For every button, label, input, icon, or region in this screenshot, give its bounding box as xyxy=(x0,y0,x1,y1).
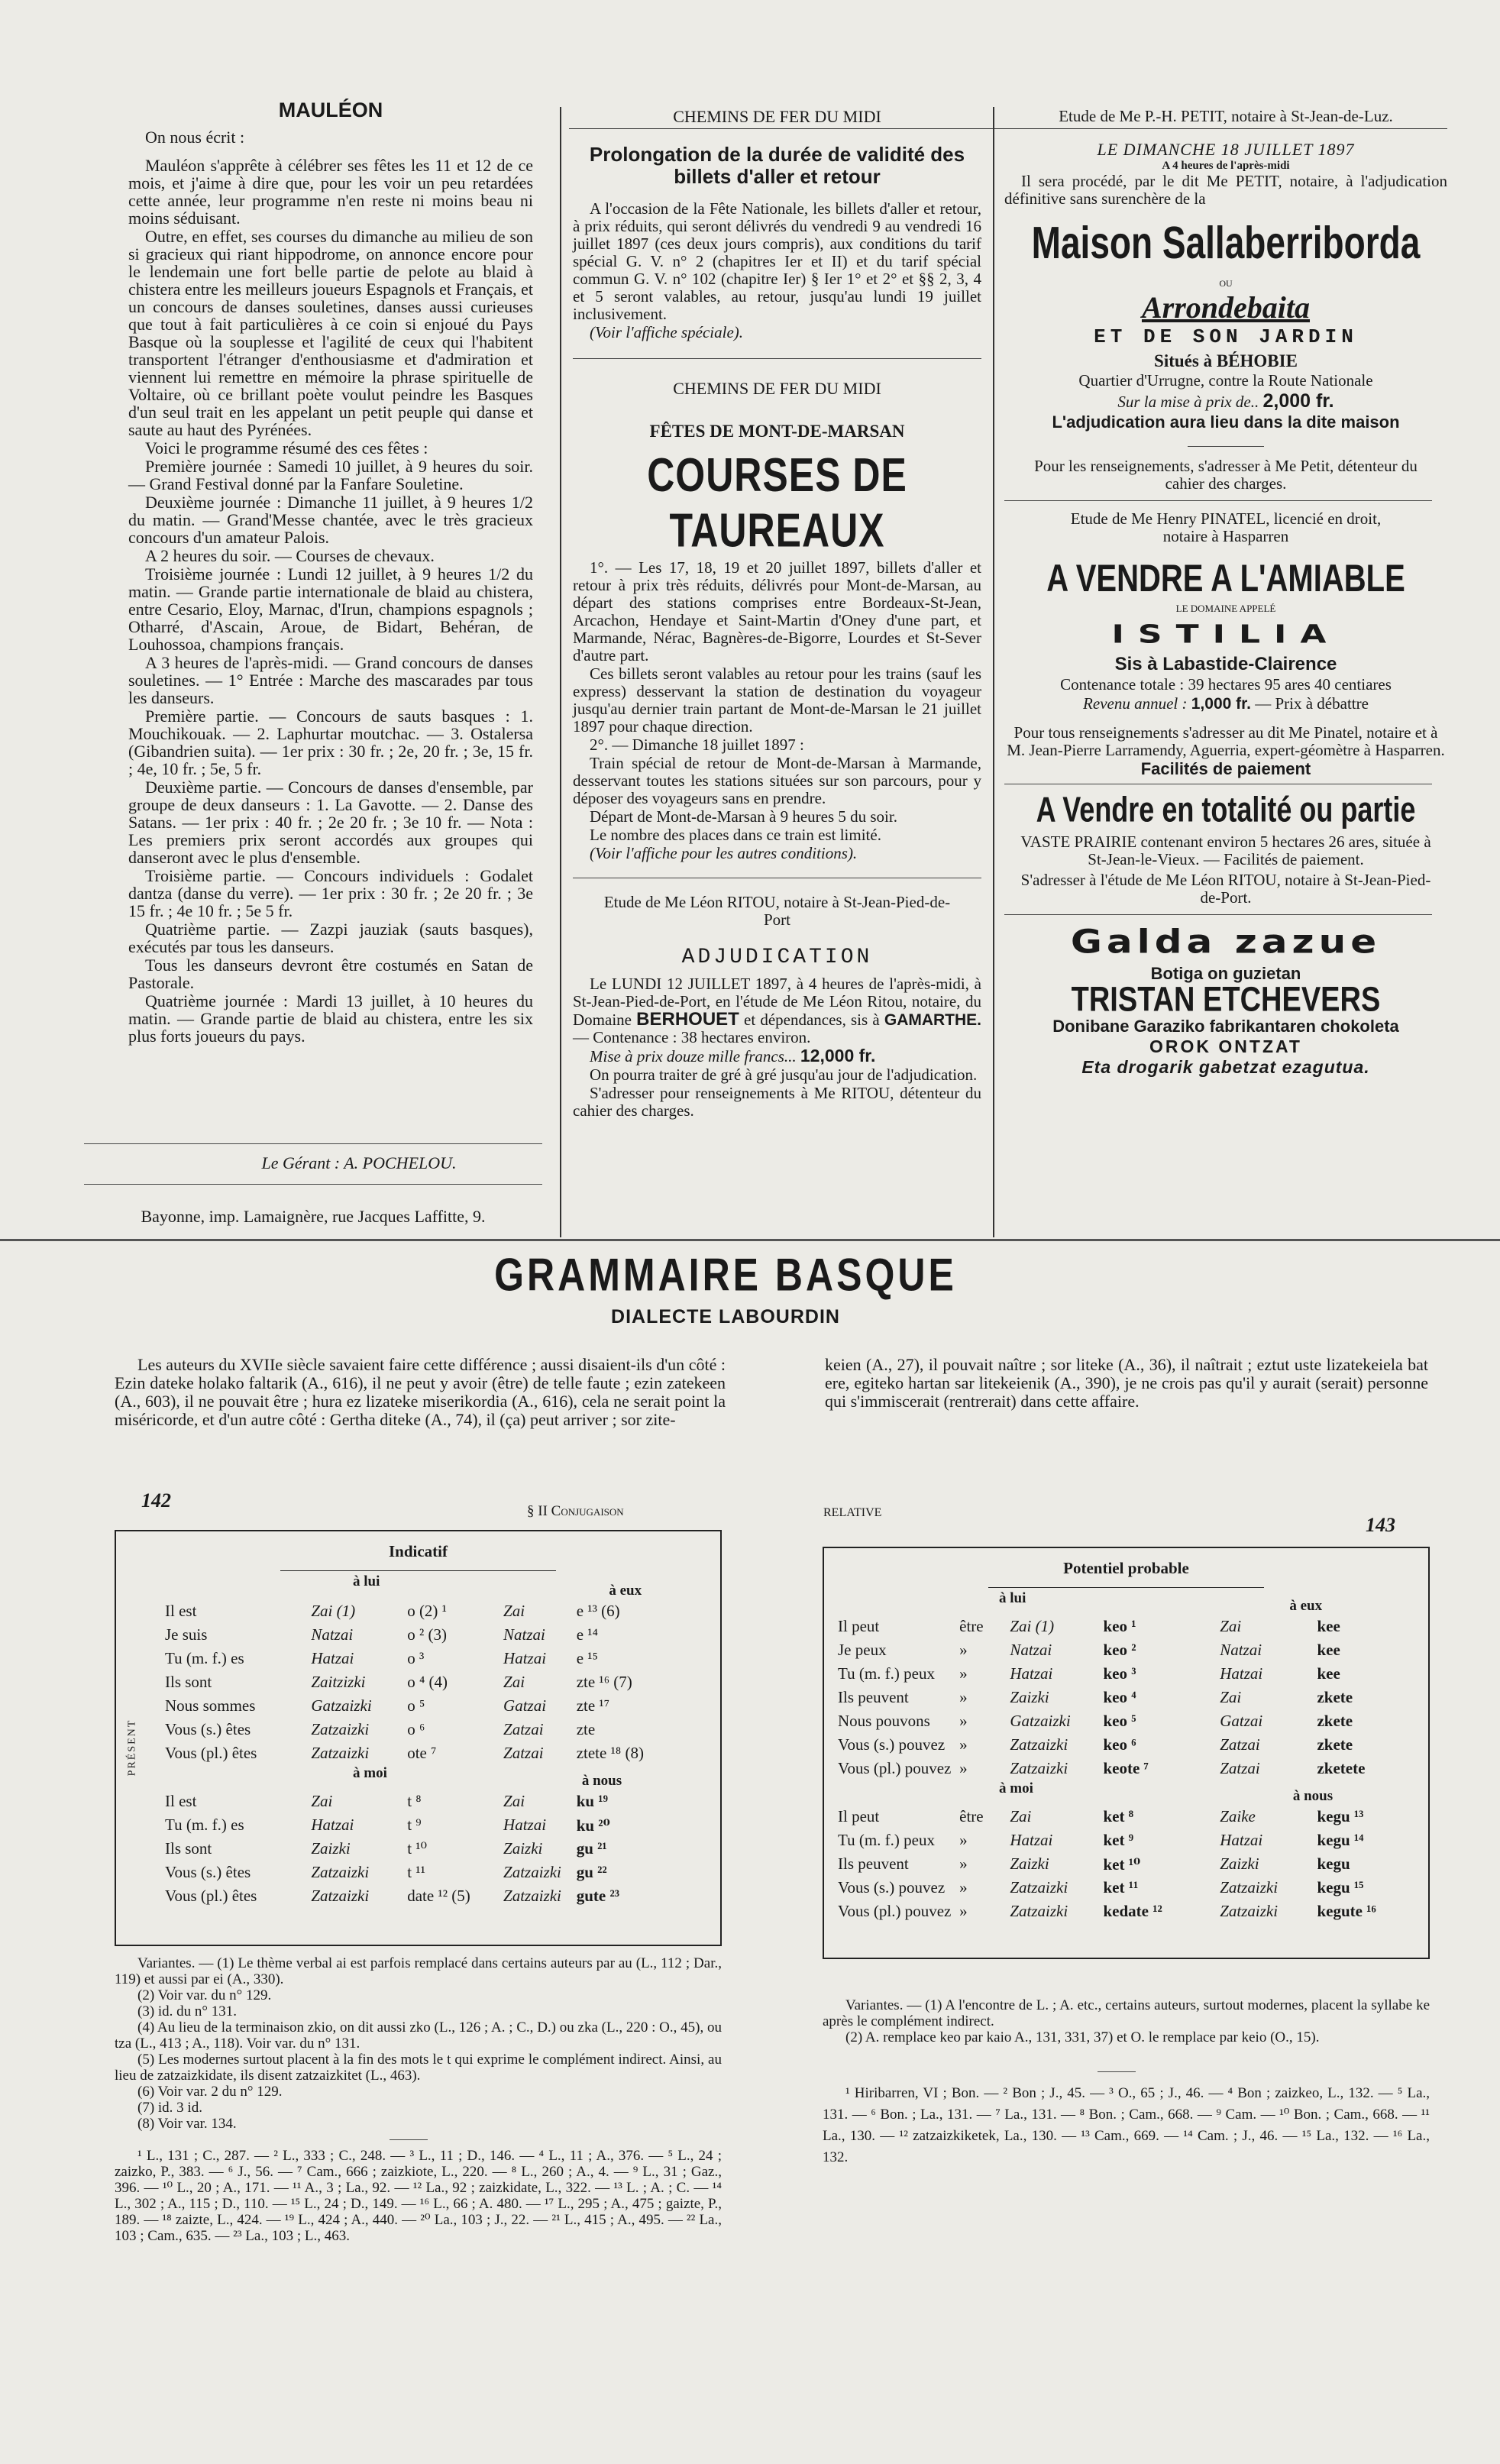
table-cell: » xyxy=(959,1641,968,1659)
midi2-p3: 2°. — Dimanche 18 juillet 1897 : xyxy=(590,736,804,754)
var-left-3: (4) Au lieu de la terminaison zkio, on dit aussi zko (L., 126 ; A. ; C., D.) ou zka (L., 220 : O., 45), ou tza (L., 413 ; A., 118). Voir var. du n° 131. xyxy=(115,2019,722,2052)
table-cell: » xyxy=(959,1712,968,1730)
table-cell: Vous (s.) pouvez xyxy=(838,1735,946,1754)
var-left-0: Variantes. — (1) Le thème verbal ai est parfois remplacé dans certains auteurs par au (L., 112 ; Dar., 119) et aussi par ei (A., 330). xyxy=(115,1955,722,1987)
mauleon-p6: A 2 heures du soir. — Courses de chevaux. xyxy=(145,546,435,565)
mauleon-title: MAULÉON xyxy=(278,99,383,121)
gerant: Le Gérant : A. POCHELOU. xyxy=(261,1153,457,1172)
midi1-header: CHEMINS DE FER DU MIDI xyxy=(673,107,881,126)
table-cell: Natzai xyxy=(311,1625,354,1644)
galda-l4: OROK ONTZAT xyxy=(1149,1036,1302,1056)
grammaire-subtitle: DIALECTE LABOURDIN xyxy=(611,1306,840,1327)
table-cell: ku ²⁰ xyxy=(576,1816,610,1835)
table-cell: Ils peuvent xyxy=(838,1854,909,1873)
midi2-header: CHEMINS DE FER DU MIDI xyxy=(673,379,881,398)
table-cell: Ils sont xyxy=(165,1839,212,1858)
table-cell: keote ⁷ xyxy=(1103,1759,1149,1777)
pinatel-renseign: Pour tous renseignements s'adresser au dit Me Pinatel, notaire et à M. Jean-Pierre Larramendy, Aguerria, expert-géomètre à Hasparren. xyxy=(1007,723,1445,759)
table-cell: kegu ¹⁴ xyxy=(1317,1831,1364,1849)
mauleon-p10: Deuxième partie. — Concours de danses d'ensemble, par groupe de deux danseurs : 1. La Gavotte. — 2. Danse des Satans. — 1er prix : 40 fr. ; 2e 20 fr. ; 3e 10 fr. — Nota : Les premiers prix seront accordés aux groupes qui danseront avec le plus d'ensemble. xyxy=(128,778,533,867)
table-cell: Zaitzizki xyxy=(311,1673,366,1691)
table-cell: Zatzaizki xyxy=(503,1887,561,1905)
table-cell: Zatzaizki xyxy=(311,1744,370,1762)
refs-left: ¹ L., 131 ; C., 287. — ² L., 333 ; C., 248. — ³ L., 11 ; D., 146. — ⁴ L., 11 ; A., 376. — ⁵ L., 24 ; zaizko, P., 383. — ⁶ J., 56. — ⁷ Cam., 666 ; zaizkiote, L., 220. — ⁸ L., 260 ; A., 4. — ⁹ L., 31 ; Gaz., 396. — ¹⁰ L., 20 ; A., 171. — ¹¹ A., 3 ; La., 92. — ¹² La., 92 ; zaizkidate, L., 322. — ¹³ L. ; A. ; C. — ¹⁴ L., 302 ; A., 115 ; D., 110. — ¹⁵ L., 24 ; D., 149. — ¹⁶ L., 66 ; A. 480. — ¹⁷ L., 295 ; A., 475 ; gaizte, P., 189. — ¹⁸ zaizte, L., 424. — ¹⁹ L., 424 ; A., 440. — ²⁰ La., 103 ; J., 22. — ²¹ L., 415 ; A., 495. — ²² La., 103 ; Cam., 635. — ²³ La., 103 ; L., 463. xyxy=(115,2148,722,2244)
var-left-2: (3) id. du n° 131. xyxy=(137,2003,238,2019)
table-cell: Natzai xyxy=(1220,1641,1262,1659)
table-cell: ket ¹⁰ xyxy=(1103,1854,1141,1874)
var-left-6: (7) id. 3 id. xyxy=(137,2100,202,2116)
table-cell: Zai (1) xyxy=(311,1602,356,1620)
table-cell: zkete xyxy=(1317,1688,1353,1706)
table-cell: Zatzaizki xyxy=(1220,1902,1279,1920)
table-cell: Zatzaizki xyxy=(1010,1878,1068,1897)
pinatel-nom: ISTILIA xyxy=(1111,619,1340,649)
section-label: § II Conjugaison xyxy=(527,1503,624,1519)
galda-l2: TRISTAN ETCHEVERS xyxy=(1071,980,1381,1020)
mauleon-p8: A 3 heures de l'après-midi. — Grand concours de danses souletines. — 1° Entrée : Marche des mascarades par tous les danseurs. xyxy=(128,653,533,707)
pinatel-revenu-label: Revenu annuel : xyxy=(1083,694,1188,713)
column-rule-2 xyxy=(993,107,994,1237)
table-cell: o ⁶ xyxy=(407,1720,425,1738)
table-cell: Zai (1) xyxy=(1010,1617,1055,1635)
table-cell: ku ¹⁹ xyxy=(576,1792,608,1810)
table-row xyxy=(835,1615,1423,1638)
table-row xyxy=(162,1741,712,1765)
table-cell: Zatzai xyxy=(503,1744,544,1762)
present-side-label: PRÉSENT xyxy=(126,1719,138,1777)
var-left-5: (6) Voir var. 2 du n° 129. xyxy=(137,2084,283,2100)
table-cell: Gatzaizki xyxy=(311,1696,372,1715)
galda-l1: Botiga on guzietan xyxy=(1150,964,1301,983)
table-cell: ztete ¹⁸ (8) xyxy=(576,1744,644,1762)
table-cell: t ⁹ xyxy=(407,1816,422,1834)
table-cell: Il peut xyxy=(838,1617,880,1635)
indicatif-table xyxy=(115,1530,722,1946)
page-number-left: 142 xyxy=(141,1489,171,1512)
table-cell: Vous (pl.) êtes xyxy=(165,1744,257,1762)
prairie-addr: S'adresser à l'étude de Me Léon RITOU, notaire à St-Jean-Pied-de-Port. xyxy=(1020,871,1431,907)
var-left-1: (2) Voir var. du n° 129. xyxy=(137,1987,272,2003)
petit-date: LE DIMANCHE 18 JUILLET 1897 xyxy=(1097,140,1355,159)
table-cell: keo ² xyxy=(1103,1641,1136,1659)
table-cell: o ³ xyxy=(407,1649,425,1667)
table-cell: Zai xyxy=(503,1673,525,1691)
mauleon-p4: Première journée : Samedi 10 juillet, à 9 heures du soir. — Grand Festival donné par la Fanfare Souletine. xyxy=(128,457,533,493)
table-cell: » xyxy=(959,1688,968,1706)
table-cell: Hatzai xyxy=(1010,1664,1053,1683)
ritou-title: ADJUDICATION xyxy=(681,946,873,969)
table-cell: keo ³ xyxy=(1103,1664,1136,1683)
table-cell: Vous (s.) pouvez xyxy=(838,1878,946,1897)
table-cell: Zatzaizki xyxy=(1220,1878,1279,1897)
table-cell: ket ¹¹ xyxy=(1103,1878,1139,1897)
midi-column xyxy=(573,107,981,1120)
table-cell: Ils sont xyxy=(165,1673,212,1691)
prairie-body: VASTE PRAIRIE contenant environ 5 hectares 26 ares, située à St-Jean-le-Vieux. — Facilités de paiement. xyxy=(1020,833,1431,868)
table-row xyxy=(835,1900,1423,1923)
petit-arron: Arrondebaita xyxy=(1141,290,1311,325)
ritou-body: Le LUNDI 12 JUILLET 1897, à 4 heures de l'après-midi, à St-Jean-Pied-de-Port, en l'étude de Me Léon Ritou, notaire, du Domaine xyxy=(573,975,981,1029)
table-cell: t ¹⁰ xyxy=(407,1839,427,1858)
table-cell: Hatzai xyxy=(503,1649,547,1667)
variantes-left xyxy=(115,1955,722,2244)
table-cell: Natzai xyxy=(1010,1641,1052,1659)
table-cell: » xyxy=(959,1878,968,1897)
table-cell: zte ¹⁷ xyxy=(576,1696,610,1715)
pinatel-etude: Etude de Me Henry PINATEL, licencié en droit, notaire à Hasparren xyxy=(1070,509,1382,545)
mauleon-column xyxy=(128,99,533,1046)
table-row xyxy=(835,1876,1423,1900)
table-cell: Hatzai xyxy=(503,1816,547,1834)
table-cell: être xyxy=(959,1617,984,1635)
table-cell: t ¹¹ xyxy=(407,1863,425,1881)
table-cell: Vous (s.) êtes xyxy=(165,1863,251,1881)
table-cell: » xyxy=(959,1664,968,1683)
table-cell: » xyxy=(959,1759,968,1777)
mauleon-p2: Outre, en effet, ses courses du dimanche au milieu de son si gracieux qui riant hippodrome, on annonce encore pour le lendemain une fort belle partie de pelote au blaid à chistera entre les meilleurs joueurs Espagnols et Français, et un concours de danses souletines, danses aussi curieuses que tout à fait particulières à ce coin si enjoué du Pays Basque où la souplesse et l'agilité de ceux qui l'habitent transportent l'étranger d'enthousiasme et d'admiration et viennent lui remettre en mémoire la phrase spirituelle de Voltaire, où ce brillant poète voulut peindre les Basques d'un seul trait en les appelant un petit peuple qui danse et saute au haut des Pyrénées. xyxy=(128,227,533,439)
petit-ou: OU xyxy=(1219,278,1233,289)
table-row xyxy=(835,1733,1423,1757)
table-cell: Zaizki xyxy=(1010,1688,1049,1706)
table-cell: Zatzaizki xyxy=(311,1863,370,1881)
table-cell: Zai xyxy=(503,1602,525,1620)
table-cell: Tu (m. f.) peux xyxy=(838,1831,935,1849)
table-row xyxy=(835,1662,1423,1686)
table-cell: Natzai xyxy=(503,1625,545,1644)
table-cell: ote ⁷ xyxy=(407,1744,437,1762)
table-cell: keo ⁴ xyxy=(1103,1688,1136,1706)
table-cell: Zai xyxy=(1220,1688,1242,1706)
imprimerie: Bayonne, imp. Lamaignère, rue Jacques Laffitte, 9. xyxy=(141,1207,486,1226)
table-cell: Zai xyxy=(1220,1617,1242,1635)
table-cell: » xyxy=(959,1902,968,1920)
table-row xyxy=(162,1813,712,1837)
relative-label: RELATIVE xyxy=(823,1506,882,1519)
table-cell: Zatzaizki xyxy=(503,1863,561,1881)
lt-rows2 xyxy=(162,1790,712,1908)
table-cell: zte xyxy=(576,1720,596,1738)
ritou-prix-label: Mise à prix douze mille francs... xyxy=(590,1047,797,1065)
ritou-lieu: GAMARTHE. xyxy=(884,1011,982,1029)
table-cell: Il est xyxy=(165,1792,197,1810)
mauleon-p3: Voici le programme résumé des ces fêtes : xyxy=(145,438,428,458)
pinatel-domaine: LE DOMAINE APPELÉ xyxy=(1175,603,1276,614)
petit-etude: Etude de Me P.-H. PETIT, notaire à St-Jean-de-Luz. xyxy=(1059,107,1393,125)
midi2-note: (Voir l'affiche pour les autres conditions). xyxy=(590,844,858,862)
petit-jardin: ET DE SON JARDIN xyxy=(1094,325,1358,348)
mauleon-p1: Mauléon s'apprête à célébrer ses fêtes les 11 et 12 de ce mois, et j'aime à dire que, pour les voir un peu retardées cette année, leur programme n'en reste ni moins beau ni moins séduisant. xyxy=(128,156,533,228)
mauleon-rule xyxy=(84,1143,542,1144)
mauleon-p14: Quatrième journée : Mardi 13 juillet, à 10 heures du matin. — Grande partie de blaid au chistera, entre les six plus forts joueurs du pays. xyxy=(128,991,533,1046)
midi2-p6: Le nombre des places dans ce train est limité. xyxy=(590,826,881,844)
table-cell: Zai xyxy=(1010,1807,1032,1825)
rt-rows1 xyxy=(835,1615,1423,1780)
table-cell: Zatzai xyxy=(1220,1759,1260,1777)
ritou-etude: Etude de Me Léon RITOU, notaire à St-Jean-Pied-de-Port xyxy=(603,893,951,929)
fold-line xyxy=(0,1239,1500,1241)
table-cell: Je suis xyxy=(165,1625,208,1644)
table-cell: Zatzai xyxy=(1220,1735,1260,1754)
table-row xyxy=(835,1638,1423,1662)
table-cell: o ² (3) xyxy=(407,1625,447,1644)
table-cell: Vous (pl.) pouvez xyxy=(838,1759,952,1777)
potentiel-title: Potentiel probable xyxy=(988,1548,1264,1588)
lt-head-eux: à eux xyxy=(609,1583,642,1599)
rt-head-eux: à eux xyxy=(1289,1598,1323,1614)
table-cell: kedate ¹² xyxy=(1103,1902,1162,1920)
rt-head-nous: à nous xyxy=(1292,1788,1334,1804)
table-cell: Zai xyxy=(311,1792,333,1810)
ritou-body3: — Contenance : 38 hectares environ. xyxy=(573,1028,811,1046)
table-cell: Zatzai xyxy=(503,1720,544,1738)
pinatel-title: A VENDRE A L'AMIABLE xyxy=(1046,558,1405,600)
lt-head-lui: à lui xyxy=(353,1573,380,1589)
petit-mise-label: Sur la mise à prix de.. xyxy=(1117,393,1259,411)
table-cell: zketete xyxy=(1317,1759,1366,1777)
table-cell: Hatzai xyxy=(1010,1831,1053,1849)
table-cell: e ¹³ (6) xyxy=(576,1602,620,1620)
midi2-p1: 1°. — Les 17, 18, 19 et 20 juillet 1897, billets d'aller et retour à prix très réduits, délivrés pour Mont-de-Marsan, au départ des stations comprises entre Bordeaux-St-Jean, Arcachon, Hendaye et Saint-Martin d'Oney d'une part, et Marmande, Nérac, Bagnères-de-Bigorre, Lourdes et St-Sever d'autre part. xyxy=(573,558,981,665)
gerant-rule xyxy=(84,1184,542,1185)
var-left-7: (8) Voir var. 134. xyxy=(137,2116,237,2132)
rt-head-moi: à moi xyxy=(999,1780,1033,1796)
table-cell: kegu xyxy=(1317,1854,1350,1873)
mauleon-p5: Deuxième journée : Dimanche 11 juillet, à 9 heures 1/2 du matin. — Grand'Messe chantée, avec le très gracieux concours d'un amateur Palois. xyxy=(128,493,533,547)
mauleon-intro: On nous écrit : xyxy=(145,128,245,147)
table-row xyxy=(162,1623,712,1647)
petit-heure: A 4 heures de l'après-midi xyxy=(1162,160,1290,172)
table-cell: keo ⁵ xyxy=(1103,1712,1136,1730)
table-row xyxy=(162,1837,712,1861)
galda-title: Galda zazue xyxy=(1070,923,1382,961)
table-cell: o ⁴ (4) xyxy=(407,1673,448,1691)
table-row xyxy=(162,1718,712,1741)
pinatel-contenance: Contenance totale : 39 hectares 95 ares 40 centiares xyxy=(1060,675,1392,694)
mauleon-p12: Quatrième partie. — Zazpi jauziak (sauts basques), exécutés par tous les danseurs. xyxy=(128,920,533,956)
midi2-p2: Ces billets seront valables au retour pour les trains (sauf les express) desservant la station de destination du voyageur jusqu'au dernier train partant de Mont-de-Marsan le 21 juillet 1897 pour chaque direction. xyxy=(573,665,981,736)
table-row xyxy=(835,1829,1423,1852)
petit-maison: Maison Sallaberriborda xyxy=(1031,216,1421,268)
table-cell: Il est xyxy=(165,1602,197,1620)
table-cell: Zai xyxy=(503,1792,525,1810)
ritou-body2: et dépendances, sis à xyxy=(744,1010,880,1029)
table-cell: » xyxy=(959,1854,968,1873)
table-cell: Zatzaizki xyxy=(1010,1735,1068,1754)
table-cell: keo ⁶ xyxy=(1103,1735,1136,1754)
table-cell: Zaizki xyxy=(1010,1854,1049,1873)
midi2-p4: Train spécial de retour de Mont-de-Marsan à Marmande, desservant toutes les stations situées sur son parcours, pour y déposer des voyageurs sans en prendre. xyxy=(573,754,981,807)
midi2-title: COURSES DE TAUREAUX xyxy=(647,448,907,558)
lt-rows1 xyxy=(162,1599,712,1765)
table-cell: date ¹² (5) xyxy=(407,1887,470,1905)
ads-column xyxy=(1004,107,1447,1078)
pinatel-revenu2: — Prix à débattre xyxy=(1255,694,1369,713)
table-cell: zte ¹⁶ (7) xyxy=(576,1673,632,1691)
indicatif-title: Indicatif xyxy=(280,1531,556,1571)
table-cell: Zaizki xyxy=(503,1839,543,1858)
ritou-domaine: BERHOUET xyxy=(636,1009,739,1030)
table-row xyxy=(835,1852,1423,1876)
table-cell: Hatzai xyxy=(311,1649,354,1667)
table-cell: Vous (pl.) pouvez xyxy=(838,1902,952,1920)
column-rule-1 xyxy=(560,107,561,1237)
table-row xyxy=(162,1884,712,1908)
petit-renseign: Pour les renseignements, s'adresser à Me Petit, détenteur du cahier des charges. xyxy=(1034,457,1418,493)
table-cell: Nous sommes xyxy=(165,1696,256,1715)
grammaire-intro-right: keien (A., 27), il pouvait naître ; sor liteke (A., 36), il naîtrait ; eztut uste lizatekeiela bat ere, egiteko hartan sar litekeienik (A., 390), je ne crois pas qu'il y aurait (serait) personne qui s'immiscerait (rentrerait) dans cette affaire. xyxy=(825,1355,1428,1411)
table-cell: keo ¹ xyxy=(1103,1617,1136,1635)
table-cell: Ils peuvent xyxy=(838,1688,909,1706)
table-cell: Tu (m. f.) es xyxy=(165,1816,244,1834)
ritou-p2: On pourra traiter de gré à gré jusqu'au jour de l'adjudication. xyxy=(590,1065,978,1084)
petit-mise: 2,000 fr. xyxy=(1262,390,1334,412)
table-cell: être xyxy=(959,1807,984,1825)
mauleon-p11: Troisième partie. — Concours individuels : Godalet dantza (danse du verre). — 1er prix : 30 fr. ; 2e 20 fr. ; 3e 15 fr. ; 4e 10 fr. ; 5e 5 fr. xyxy=(128,866,533,920)
table-cell: kegute ¹⁶ xyxy=(1317,1902,1376,1920)
table-cell: gu ²¹ xyxy=(576,1839,607,1858)
table-cell: e ¹⁴ xyxy=(576,1625,598,1644)
table-cell: kegu ¹⁵ xyxy=(1317,1878,1364,1897)
potentiel-table xyxy=(823,1547,1430,1959)
galda-l3: Donibane Garaziko fabrikantaren chokoleta xyxy=(1052,1017,1399,1036)
table-cell: t ⁸ xyxy=(407,1792,422,1810)
petit-situes: Situés à BÉHOBIE xyxy=(1154,351,1298,370)
mauleon-p9: Première partie. — Concours de sauts basques : 1. Mouchikouak. — 2. Laphurtar moutchac. — 3. Ostalersa (Gibandrien suita). — 1er prix : 30 fr. ; 2e, 20 fr. ; 3e, 15 fr. ; 4e, 10 fr. ; 5e, 5 fr. xyxy=(128,707,533,778)
table-cell: Zatzaizki xyxy=(1010,1902,1068,1920)
midi2-p5: Départ de Mont-de-Marsan à 9 heures 5 du soir. xyxy=(590,807,897,826)
table-cell: Zaike xyxy=(1220,1807,1256,1825)
grammaire-intro-left: Les auteurs du XVIIe siècle savaient faire cette différence ; aussi disaient-ils d'un côté : Ezin dateke holako faltarik (A., 616), il ne peut y avoir (être) de telle faute ; ezin zatekeen (A., 603), il ne pouvait être ; hura ez lizateke miserikordia (A., 616), cela ne serait point la miséricorde, et d'un autre côté : Gertha diteke (A., 74), il (ça) peut arriver ; sor zite- xyxy=(115,1355,726,1429)
prairie-title: A Vendre en totalité ou partie xyxy=(1036,788,1416,829)
table-row xyxy=(162,1670,712,1694)
table-cell: Hatzai xyxy=(1220,1831,1263,1849)
table-cell: Tu (m. f.) es xyxy=(165,1649,244,1667)
var-right-1: (2) A. remplace keo par kaio A., 131, 331, 37) et O. le remplace par keio (O., 15). xyxy=(845,2029,1320,2045)
table-row xyxy=(162,1790,712,1813)
table-cell: gute ²³ xyxy=(576,1887,620,1905)
galda-l5: Eta drogarik gabetzat ezagutua. xyxy=(1081,1057,1370,1077)
ritou-prix: 12,000 fr. xyxy=(800,1046,876,1065)
table-cell: o ⁵ xyxy=(407,1696,425,1715)
table-cell: ket ⁸ xyxy=(1103,1807,1134,1825)
table-cell: » xyxy=(959,1735,968,1754)
table-cell: kegu ¹³ xyxy=(1317,1807,1364,1825)
var-right-0: Variantes. — (1) A l'encontre de L. ; A. etc., certains auteurs, surtout modernes, placent la syllabe ke après le complément indirect. xyxy=(823,1997,1430,2029)
mauleon-p7: Troisième journée : Lundi 12 juillet, à 9 heures 1/2 du matin. — Grande partie internationale de blaid au chistera, entre Cesario, Eloy, Marnac, d'Irun, champions espagnols ; Otharré, d'Ascain, Aroue, de Bidart, Behéran, de Louhossoa, champions français. xyxy=(128,564,533,654)
lt-head-nous: à nous xyxy=(581,1773,622,1789)
table-row xyxy=(162,1861,712,1884)
table-cell: Zaizki xyxy=(1220,1854,1259,1873)
grammaire-title: GRAMMAIRE BASQUE xyxy=(494,1249,957,1301)
table-row xyxy=(162,1599,712,1623)
table-cell: e ¹⁵ xyxy=(576,1649,598,1667)
table-cell: Zatzaizki xyxy=(1010,1759,1068,1777)
midi2-subtitle: FÊTES DE MONT-DE-MARSAN xyxy=(649,422,905,441)
variantes-right xyxy=(823,1997,1430,2168)
table-row xyxy=(835,1709,1423,1733)
mauleon-p13: Tous les danseurs devront être costumés en Satan de Pastorale. xyxy=(128,956,533,992)
table-cell: Hatzai xyxy=(1220,1664,1263,1683)
table-cell: Nous pouvons xyxy=(838,1712,930,1730)
midi1-note: (Voir l'affiche spéciale). xyxy=(590,323,744,341)
var-left-4: (5) Les modernes surtout placent à la fin des mots le t qui exprime le complément indirect. Ainsi, au lieu de zatzaizkidate, ils disent zatzaizkitet (L., 463). xyxy=(115,2052,722,2084)
table-cell: Tu (m. f.) peux xyxy=(838,1664,935,1683)
table-cell: Vous (s.) êtes xyxy=(165,1720,251,1738)
midi1-body: A l'occasion de la Fête Nationale, les billets d'aller et retour, à prix réduits, qui seront délivrés du vendredi 9 au vendredi 16 juillet 1897 (ces deux jours compris), aux conditions du tarif spécial G. V. n° 2 (chapitres Ier et II) et du tarif spécial commun G. V. n° 102 (chapitre Ier) § Ier 1° et 2° et §§ 2, 3, 4 et 5 seront valables, au retour, jusqu'au lundi 19 juillet inclusivement. xyxy=(573,199,981,323)
table-row xyxy=(835,1757,1423,1780)
table-cell: gu ²² xyxy=(576,1863,607,1881)
table-cell: » xyxy=(959,1831,968,1849)
table-cell: Hatzai xyxy=(311,1816,354,1834)
table-row xyxy=(162,1647,712,1670)
table-cell: Il peut xyxy=(838,1807,880,1825)
pinatel-facilites: Facilités de paiement xyxy=(1140,759,1311,778)
table-cell: Vous (pl.) êtes xyxy=(165,1887,257,1905)
table-row xyxy=(835,1805,1423,1829)
table-row xyxy=(835,1686,1423,1709)
table-cell: Zatzaizki xyxy=(311,1720,370,1738)
table-cell: Zaizki xyxy=(311,1839,351,1858)
table-cell: kee xyxy=(1317,1617,1340,1635)
table-cell: Je peux xyxy=(838,1641,887,1659)
table-row xyxy=(162,1694,712,1718)
table-cell: Gatzai xyxy=(503,1696,547,1715)
table-cell: zkete xyxy=(1317,1735,1353,1754)
table-cell: zkete xyxy=(1317,1712,1353,1730)
pinatel-revenu: 1,000 fr. xyxy=(1191,695,1251,713)
petit-lieu: L'adjudication aura lieu dans la dite maison xyxy=(1052,412,1400,432)
table-cell: Gatzaizki xyxy=(1010,1712,1071,1730)
rt-head-lui: à lui xyxy=(999,1590,1026,1606)
petit-body: Il sera procédé, par le dit Me PETIT, notaire, à l'adjudication définitive sans surenchère de la xyxy=(1004,172,1447,208)
table-cell: kee xyxy=(1317,1664,1340,1683)
page-number-right: 143 xyxy=(1366,1514,1395,1536)
table-cell: Zatzaizki xyxy=(311,1887,370,1905)
table-cell: Gatzai xyxy=(1220,1712,1263,1730)
midi1-title: Prolongation de la durée de validité des billets d'aller et retour xyxy=(589,143,965,188)
lt-head-moi: à moi xyxy=(353,1765,387,1781)
petit-quartier: Quartier d'Urrugne, contre la Route Nationale xyxy=(1078,371,1373,390)
refs-right: ¹ Hiribarren, VI ; Bon. — ² Bon ; J., 45. — ³ O., 65 ; J., 46. — ⁴ Bon ; zaizkeo, L., 132. — ⁵ La., 131. — ⁶ Bon. ; La., 131. — ⁷ La., 131. — ⁸ Bon. ; Cam., 668. — ⁹ Cam. — ¹⁰ Bon. ; Cam., 668. — ¹¹ La., 130. — ¹² zatzaizkiketek, La., 130. — ¹³ Cam., 669. — ¹⁴ Cam. ; J., 46. — ¹⁵ La., 132. — ¹⁶ La., 132. xyxy=(823,2085,1430,2165)
table-cell: o (2) ¹ xyxy=(407,1602,447,1620)
table-cell: ket ⁹ xyxy=(1103,1831,1134,1849)
ritou-p3: S'adresser pour renseignements à Me RITOU, détenteur du cahier des charges. xyxy=(573,1084,981,1120)
table-cell: kee xyxy=(1317,1641,1340,1659)
pinatel-sis: Sis à Labastide-Clairence xyxy=(1114,654,1337,674)
rt-rows2 xyxy=(835,1805,1423,1923)
